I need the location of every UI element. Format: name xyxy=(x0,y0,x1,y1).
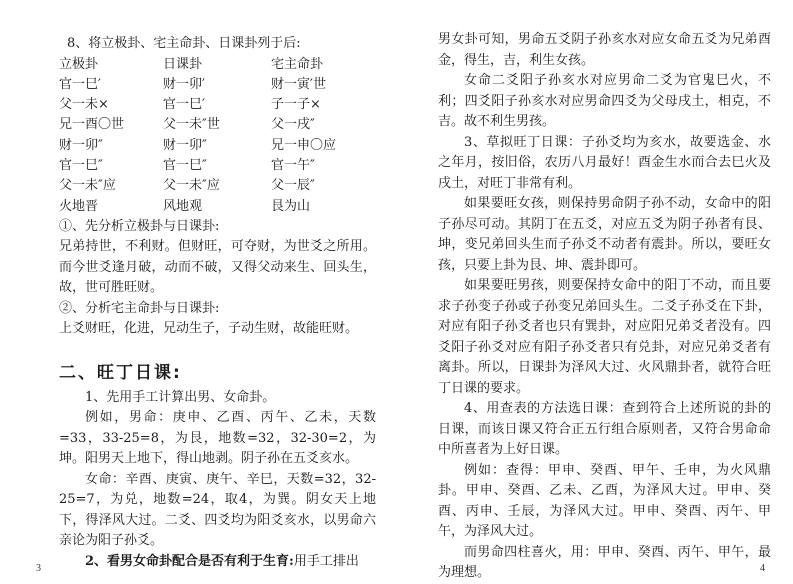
table-cell: 火地晋 xyxy=(59,198,99,214)
analysis1-title: ①、先分析立极卦与日课卦: xyxy=(59,218,220,234)
table-cell: 财一卯″ xyxy=(59,137,103,153)
left-page xyxy=(0,0,396,582)
step1: 1、先用手工计算出男、女命卦。 xyxy=(85,389,276,405)
section-heading: 二、旺丁日课: xyxy=(59,362,182,383)
table-row xyxy=(59,95,376,115)
table-cell: 官一巳″ xyxy=(163,157,207,173)
paragraph: 女命二爻阳子孙亥水对应男命二爻为官鬼巳火，不利；四爻阳子孙亥水对应男命四爻为父母戌土，相克，不吉。故不利生男孩。 xyxy=(438,73,771,129)
table-header-cell: 宅主命卦 xyxy=(271,56,324,72)
paragraph: 3、草拟旺丁日课：子孙爻均为亥水，故要选金、水之年月，按旧俗，农历八月最好！酉金生水而合去巳火及戌土，对旺丁非常有利。 xyxy=(438,134,771,191)
table-cell: 父一辰″ xyxy=(271,178,315,194)
table-cell: 官一午″ xyxy=(271,157,315,173)
table-cell: 兄一申〇应 xyxy=(271,137,337,153)
table-header-cell: 立极卦 xyxy=(59,56,99,72)
table-cell: 父一未″应 xyxy=(59,178,116,194)
step1-male-example: 例如，男命：庚申、乙酉、丙午、乙未，天数=33，33-25=8，为艮，地数=32，32-30=2，为坤。阳男天上地下，得山地剥。阴子孙在五爻亥水。 xyxy=(59,410,376,467)
table-row xyxy=(59,156,376,176)
hexagram-table xyxy=(59,55,376,217)
analysis2-title: ②、分析宅主命卦与日课卦: xyxy=(59,300,220,316)
paragraph: 如果要旺男孩，则要保持女命中的阳丁不动，而且要求子孙变子孙或子孙变兄弟回头生。二爻子孙爻在下卦，对应有阳子孙爻者也只有巽卦，对应阳兄弟爻者没有。四爻阳子孙爻对应有阳子孙爻者只有兑卦，对应兄弟爻者有离卦。所以，日课卦为泽风大过、火风鼎卦者，就符合旺丁日课的要求。 xyxy=(438,278,771,396)
analysis1-body: 兄弟持世，不利财。但财旺，可夺财，为世爻之所用。而今世爻逢月破，动而不破，又得父动来生、回头生，故，世可胜旺财。 xyxy=(59,239,376,296)
step2 xyxy=(59,552,376,573)
paragraph: 如果要旺女孩，则保持男命阴子孙不动，女命中的阳子孙尽可动。其阴丁在五爻，对应五爻为阴子孙者有艮、坤，变兄弟回头生而子孙爻不动者有震卦。所以，要旺女孩，只要上卦为艮、坤、震卦即可。 xyxy=(438,196,771,273)
table-cell: 父一未× xyxy=(59,97,109,113)
table-row xyxy=(59,197,376,217)
paragraph: 男女卦可知，男命五爻阴子孙亥水对应女命五爻为兄弟酉金，得生，吉，利生女孩。 xyxy=(438,32,771,68)
table-row xyxy=(59,176,376,196)
table-cell: 官一巳′ xyxy=(163,97,205,113)
paragraph: 而男命四柱喜火，用：甲申、癸酉、丙午、甲午，最为理想。 xyxy=(438,544,771,580)
table-cell: 财一卯″ xyxy=(163,137,207,153)
table-cell: 父一未″世 xyxy=(163,117,220,133)
paragraph: 例如：查得：甲申、癸酉、甲午、壬申，为火风鼎卦。甲申、癸酉、乙未、乙酉，为泽风大过。甲申、癸酉、丙申、壬辰，为泽风大过。甲申、癸酉、丙午、甲午，为泽风大过。 xyxy=(438,462,771,539)
page-number: 3 xyxy=(36,563,41,574)
step2-rest: 用手工排出 xyxy=(293,553,359,569)
table-row xyxy=(59,75,376,95)
table-cell: 艮为山 xyxy=(271,198,311,214)
table-cell: 兄一酉〇世 xyxy=(59,117,125,133)
table-cell: 财一寅′世 xyxy=(271,76,326,92)
step2-bold: 2、看男女命卦配合是否有利于生育: xyxy=(85,553,294,569)
item8-heading: 8、将立极卦、宅主命卦、日课卦列于后: xyxy=(67,36,301,51)
paragraph: 4、用查表的方法选日课：查到符合上述所说的卦的日课，而该日课又符合正五行组合原则者，又符合男命命中所喜者为上好日课。 xyxy=(438,401,771,457)
table-row xyxy=(59,136,376,156)
table-header-cell: 日课卦 xyxy=(163,56,203,72)
table-cell: 官一巳′ xyxy=(59,76,101,92)
table-row xyxy=(59,115,376,135)
table-cell: 子一子× xyxy=(271,97,321,113)
table-header xyxy=(59,55,376,75)
step1-female-example: 女命：辛酉、庚寅、庚午、辛巳，天数=32，32-25=7，为兑，地数=24，取4，为巽。阴女天上地下，得泽风大过。二爻、四爻均为阳爻亥水，以男命六亲论为阳子孙爻。 xyxy=(59,471,376,549)
table-cell: 父一未″应 xyxy=(163,178,220,194)
table-cell: 风地观 xyxy=(163,198,203,214)
right-page xyxy=(396,0,793,582)
table-cell: 财一卯′ xyxy=(163,76,205,92)
table-cell: 父一戌″ xyxy=(271,117,315,133)
analysis2-body: 上爻财旺，化进，兄动生子，子动生财，故能旺财。 xyxy=(59,321,359,337)
table-cell: 官一巳″ xyxy=(59,157,103,173)
page-number: 4 xyxy=(760,563,765,574)
